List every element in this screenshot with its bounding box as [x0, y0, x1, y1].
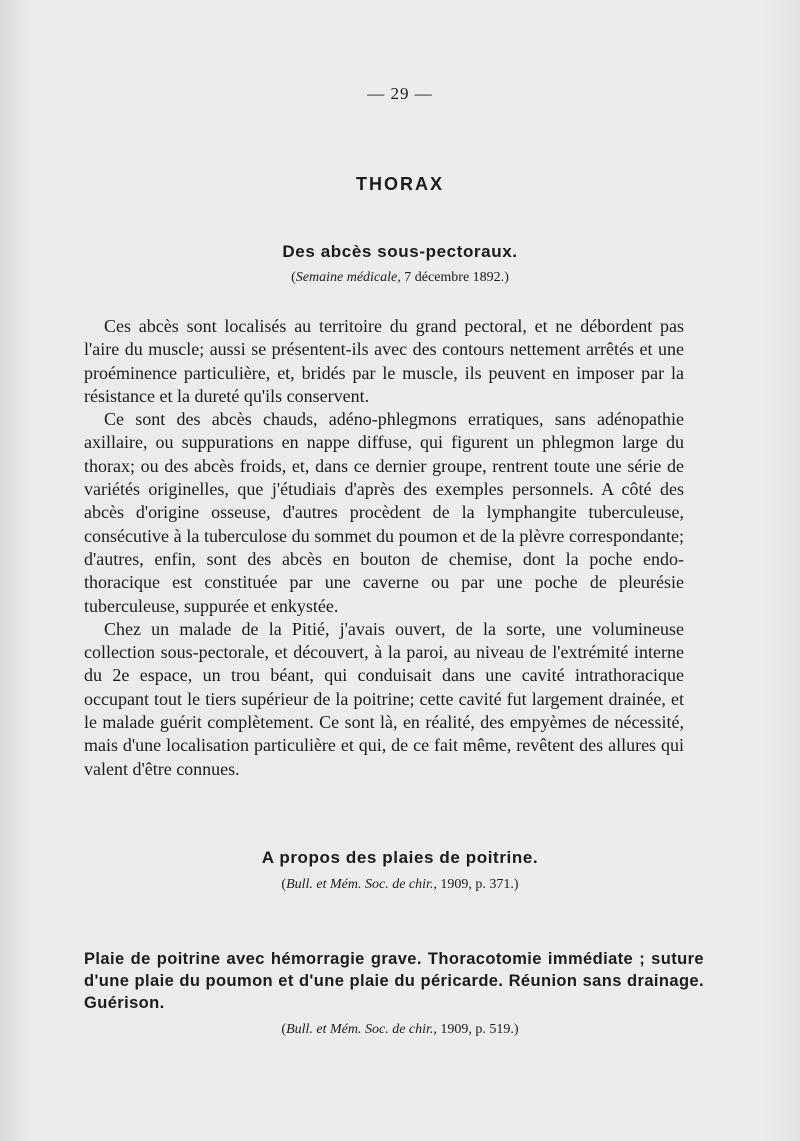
article-title-plaie-hemorragie: Plaie de poitrine avec hémorragie grave. Thoracotomie immédiate ; suture d'une plaie du poumon et d'une plaie du péricarde. Réunion sans drainage. Guérison.: [84, 950, 704, 1012]
source-date: 7 décembre 1892.: [400, 270, 505, 285]
article-source-plaies: (Bull. et Mém. Soc. de chir., 1909, p. 371.): [281, 877, 519, 892]
article-title-plaies: A propos des plaies de poitrine.: [261, 848, 539, 867]
source-journal: Bull. et Mém. Soc. de chir.,: [286, 877, 437, 892]
source-date: 1909, p. 371.: [436, 877, 514, 892]
paragraph-3: Chez un malade de la Pitié, j'avais ouvert, de la sorte, une volumineuse collection sous-pectorale, et découvert, à la paroi, au niveau de l'extrémité interne du 2e espace, un trou béant, qui conduisait dans une cavité intrathoracique occupant tout le tiers supérieur de la poitrine; cette cavité fut largement drainée, et le malade guérit complètement. Ce sont là, en réalité, des empyèmes de nécessité, mais d'une localisation particulière et qui, de ce fait même, revêtent des allures qui valent d'être connues.: [84, 618, 684, 779]
paragraph-1: Ces abcès sont localisés au territoire du grand pectoral, et ne débordent pas l'aire du muscle; aussi se présentent-ils avec des contours nettement arrêtés et une proéminence particulière, et, bridés par le muscle, ils peuvent en imposer par la résistance et la dureté qu'ils conservent.: [84, 316, 684, 406]
page-number: — 29 —: [367, 84, 433, 103]
section-title: THORAX: [356, 174, 444, 194]
source-journal: Bull. et Mém. Soc. de chir.,: [286, 1022, 437, 1037]
source-journal: Semaine médicale,: [295, 270, 401, 285]
article-source-plaie-hemorragie: (Bull. et Mém. Soc. de chir., 1909, p. 519.): [281, 1022, 519, 1037]
source-date: 1909, p. 519.: [436, 1022, 514, 1037]
article-title-abces: Des abcès sous-pectoraux.: [282, 242, 518, 261]
article-source-abces: (Semaine médicale, 7 décembre 1892.): [291, 270, 509, 285]
article-body-abces: [84, 315, 684, 781]
paragraph-2: Ce sont des abcès chauds, adéno-phlegmons erratiques, sans adénopathie axillaire, ou suppurations en nappe diffuse, qui figurent un phlegmon large du thorax; ou des abcès froids, et, dans ce dernier groupe, rentrent toute une série de variétés originelles, que j'étudiais d'après des exemples personnels. A côté des abcès d'origine osseuse, d'autres procèdent de la lymphangite tuberculeuse, consécutive à la tuberculose du sommet du poumon et de la plèvre correspondante; d'autres, enfin, sont des abcès en bouton de chemise, dont la poche endo-thoracique est constituée par une caverne ou par une poche de pleurésie tuberculeuse, suppurée et enkystée.: [84, 409, 684, 616]
